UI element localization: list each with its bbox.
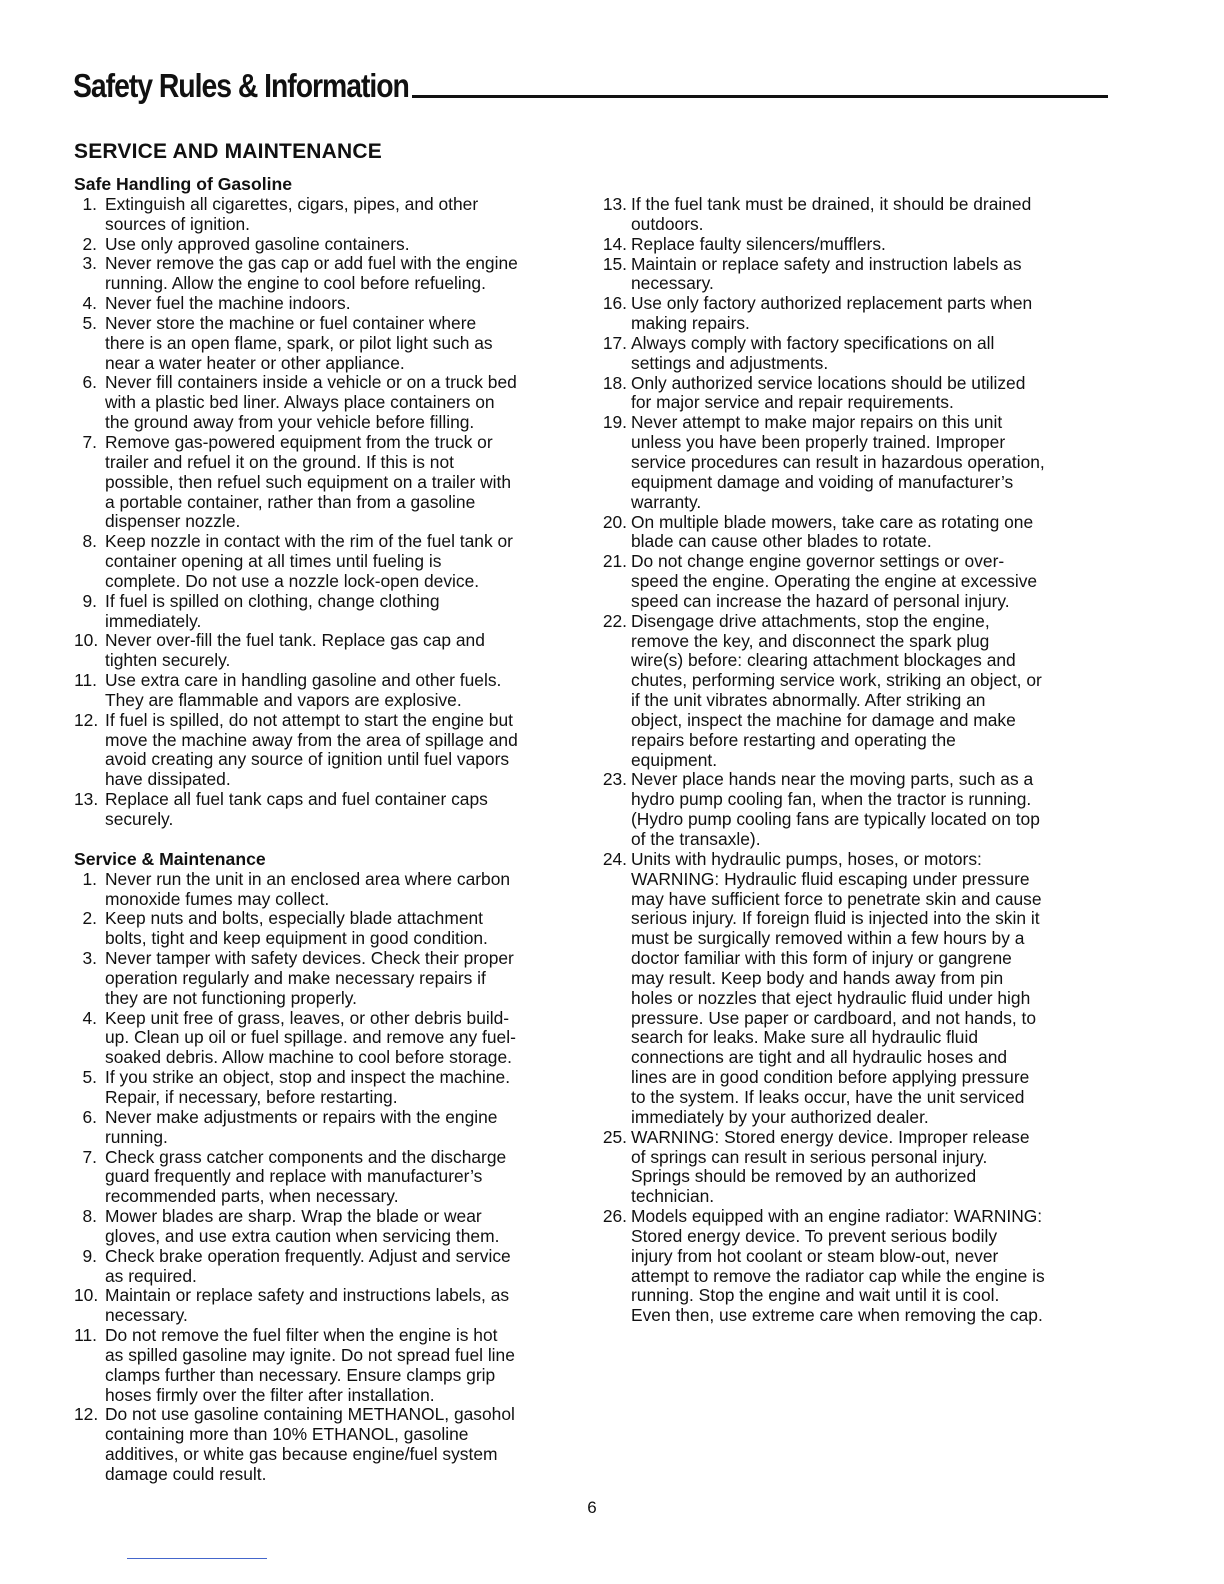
item-text: Never fuel the machine indoors. [105,293,351,314]
section-heading: SERVICE AND MAINTENANCE [74,140,382,163]
item-text: Never store the machine or fuel container where there is an open flame, spark, or pilot light such as near a water heater or other appliance. [105,312,493,373]
list-item [74,433,584,532]
item-number: 3. [82,948,97,969]
list-item [600,612,1115,771]
item-number: 5. [82,1067,97,1088]
list-item [600,235,1115,255]
list-item [74,1108,584,1148]
item-number: 15. [602,253,627,274]
item-text: Do not change engine governor settings or over- speed the engine. Operating the engine at excessive speed can increase the hazard of personal injury. [631,551,1038,611]
item-number: 2. [82,233,97,254]
page-header [73,66,1108,102]
item-number: 5. [82,312,97,333]
right-column [600,195,1115,1326]
item-text: Mower blades are sharp. Wrap the blade or wear gloves, and use extra caution when servicing them. [105,1206,500,1246]
item-text: Never over-fill the fuel tank. Replace gas cap and tighten securely. [105,630,485,671]
list-item [74,1207,584,1247]
item-number: 1. [82,868,97,889]
item-number: 10. [74,630,99,651]
item-number: 14. [602,233,627,254]
item-number: 10. [74,1285,99,1306]
list-item [600,513,1115,553]
item-text: Models equipped with an engine radiator: WARNING: Stored energy device. To prevent serious bodily injury from hot coolant or steam blow-out, never attempt to remove the radiator cap while the engine is running. Stop the engine and wait until it is cool. Even then, use extreme care when removing the cap. [631,1206,1045,1326]
list-item [74,1405,584,1484]
item-text: If fuel is spilled, do not attempt to start the engine but move the machine away from the area of spillage and avoid creating any source of ignition until fuel vapors have dissipated. [105,709,518,790]
list-item [74,909,584,949]
item-text: Extinguish all cigarettes, cigars, pipes, and other sources of ignition. [105,193,479,234]
item-number: 22. [602,610,627,631]
list-item [600,850,1115,1128]
item-number: 7. [82,1146,97,1167]
header-rule [412,95,1108,98]
list-item [74,1326,584,1405]
item-number: 19. [602,412,627,433]
list-item [600,1128,1115,1207]
item-text: Always comply with factory specifications on all settings and adjustments. [631,332,995,373]
item-text: Keep unit free of grass, leaves, or other debris build- up. Clean up oil or fuel spillage. and remove any fuel- soaked debris. Allow machine to cool before storage. [105,1007,516,1068]
list-item [74,294,584,314]
item-number: 3. [82,253,97,274]
item-text: Only authorized service locations should be utilized for major service and repair requirements. [631,372,1026,413]
item-number: 20. [602,511,627,532]
list-item [600,255,1115,295]
gasoline-list [74,195,584,830]
item-text: Never remove the gas cap or add fuel with the engine running. Allow the engine to cool before refueling. [105,253,518,294]
item-number: 21. [602,551,627,572]
item-text: Keep nuts and bolts, especially blade attachment bolts, tight and keep equipment in good condition. [105,908,488,949]
item-number: 12. [74,709,99,730]
list-item [600,334,1115,374]
item-number: 25. [602,1126,627,1147]
item-text: Never place hands near the moving parts, such as a hydro pump cooling fan, when the tractor is running. (Hydro pump cooling fans are typically located on top of the transaxle). [631,769,1040,849]
item-text: Maintain or replace safety and instruction labels as necessary. [631,253,1022,294]
list-item [74,1068,584,1108]
item-text: Replace all fuel tank caps and fuel container caps securely. [105,789,488,829]
item-number: 1. [82,193,97,214]
item-number: 13. [74,789,99,810]
subheading-service-maintenance: Service & Maintenance [74,848,266,869]
page-number: 6 [587,1498,597,1517]
list-item [600,552,1115,612]
page-title: Safety Rules & Information [73,67,409,104]
list-item [74,1148,584,1208]
item-number: 23. [602,769,627,790]
list-item [74,532,584,592]
item-number: 11. [74,1325,97,1346]
list-item [74,235,584,255]
item-number: 4. [82,293,97,314]
item-text: Keep nozzle in contact with the rim of the fuel tank or container opening at all times until fueling is complete. Do not use a nozzle lock-open device. [105,531,513,591]
list-item [74,949,584,1009]
left-column [74,175,584,1485]
item-number: 2. [82,908,97,929]
list-item [74,1247,584,1287]
item-number: 8. [82,531,97,552]
list-item [74,254,584,294]
item-text: If you strike an object, stop and inspect the machine. Repair, if necessary, before restarting. [105,1067,511,1107]
item-text: If fuel is spilled on clothing, change clothing immediately. [105,590,440,631]
service-list [74,870,584,1485]
list-item [74,1009,584,1069]
item-number: 6. [82,1106,97,1127]
item-text: Never make adjustments or repairs with the engine running. [105,1106,498,1147]
list-item [74,373,584,433]
list-item [600,374,1115,414]
list-item [74,870,584,910]
item-number: 7. [82,431,97,452]
list-item [600,1207,1115,1326]
list-item [74,1286,584,1326]
item-text: Check brake operation frequently. Adjust and service as required. [105,1245,511,1286]
item-number: 16. [602,293,627,314]
list-item [74,671,584,711]
subheading-safe-handling-gasoline: Safe Handling of Gasoline [74,174,292,194]
item-number: 9. [82,590,97,611]
item-text: Use only approved gasoline containers. [105,233,410,254]
item-number: 17. [602,332,627,353]
list-item [600,195,1115,235]
item-number: 12. [74,1404,99,1425]
item-text: Check grass catcher components and the discharge guard frequently and replace with manufacturer’s recommended parts, when necessary. [105,1146,507,1207]
item-text: Disengage drive attachments, stop the engine, remove the key, and disconnect the spark plug wire(s) before: clearing attachment blockages and chutes, performing service work, striking an object, or if the unit vibrates abnormally. After striking an object, inspect the machine for damage and make repairs before restarting and operating the equipment. [631,610,1042,770]
item-text: Units with hydraulic pumps, hoses, or motors: WARNING: Hydraulic fluid escaping under pressure may have sufficient force to penetrate skin and cause serious injury. If foreign fluid is injected into the skin it must be surgically removed within a few hours by a doctor familiar with this form of injury or gangrene may result. Keep body and hands away from pin holes or nozzles that eject hydraulic fluid under high pressure. Use paper or cardboard, and not hands, to search for leaks. Make sure all hydraulic fluid connections are tight and all hydraulic hoses and lines are in good condition before applying pressure to the system. If leaks occur, have the unit serviced immediately by your authorized dealer. [631,848,1042,1127]
item-number: 6. [82,372,97,393]
item-text: If the fuel tank must be drained, it should be drained outdoors. [631,194,1032,234]
item-number: 26. [602,1206,627,1227]
list-item [74,631,584,671]
list-item [74,314,584,374]
item-number: 24. [602,848,627,869]
item-number: 9. [82,1245,97,1266]
item-text: On multiple blade mowers, take care as rotating one blade can cause other blades to rotate. [631,511,1034,552]
item-text: Never tamper with safety devices. Check their proper operation regularly and make necessary repairs if they are not functioning properly. [105,948,514,1008]
item-number: 18. [602,372,627,393]
footer-rule [127,1558,267,1559]
item-text: Never attempt to make major repairs on this unit unless you have been properly trained. Improper service procedures can result in hazardous operation, equipment damage and voiding of manufacturer’s warranty. [631,412,1045,512]
item-text: WARNING: Stored energy device. Improper release of springs can result in serious personal injury. Springs should be removed by an authorized technician. [631,1126,1030,1207]
item-number: 8. [82,1206,97,1227]
list-item [600,770,1115,849]
list-item [74,711,584,790]
item-number: 11. [74,670,97,691]
list-item [600,413,1115,512]
item-text: Do not remove the fuel filter when the engine is hot as spilled gasoline may ignite. Do not spread fuel line clamps further than necessary. Ensure clamps grip hoses firmly over the filter after installation. [105,1325,515,1405]
item-text: Never fill containers inside a vehicle or on a truck bed with a plastic bed liner. Always place containers on the ground away from your vehicle before filling. [105,372,517,433]
list-item [74,592,584,632]
item-text: Use extra care in handling gasoline and other fuels. They are flammable and vapors are explosive. [105,670,502,710]
list-item [600,294,1115,334]
item-text: Replace faulty silencers/mufflers. [631,233,886,254]
list-item [74,195,584,235]
item-number: 13. [602,194,627,214]
list-item [74,790,584,830]
item-text: Maintain or replace safety and instructions labels, as necessary. [105,1285,510,1326]
item-text: Do not use gasoline containing METHANOL, gasohol containing more than 10% ETHANOL, gasoline additives, or white gas because engine/fuel system damage could result. [105,1404,515,1484]
item-number: 4. [82,1007,97,1028]
item-text: Remove gas-powered equipment from the truck or trailer and refuel it on the ground. If this is not possible, then refuel such equipment on a trailer with a portable container, rather than from a gasoline dispenser nozzle. [105,431,512,532]
item-text: Never run the unit in an enclosed area where carbon monoxide fumes may collect. [105,868,511,909]
service-list-continued [600,195,1115,1326]
item-text: Use only factory authorized replacement parts when making repairs. [631,293,1033,334]
